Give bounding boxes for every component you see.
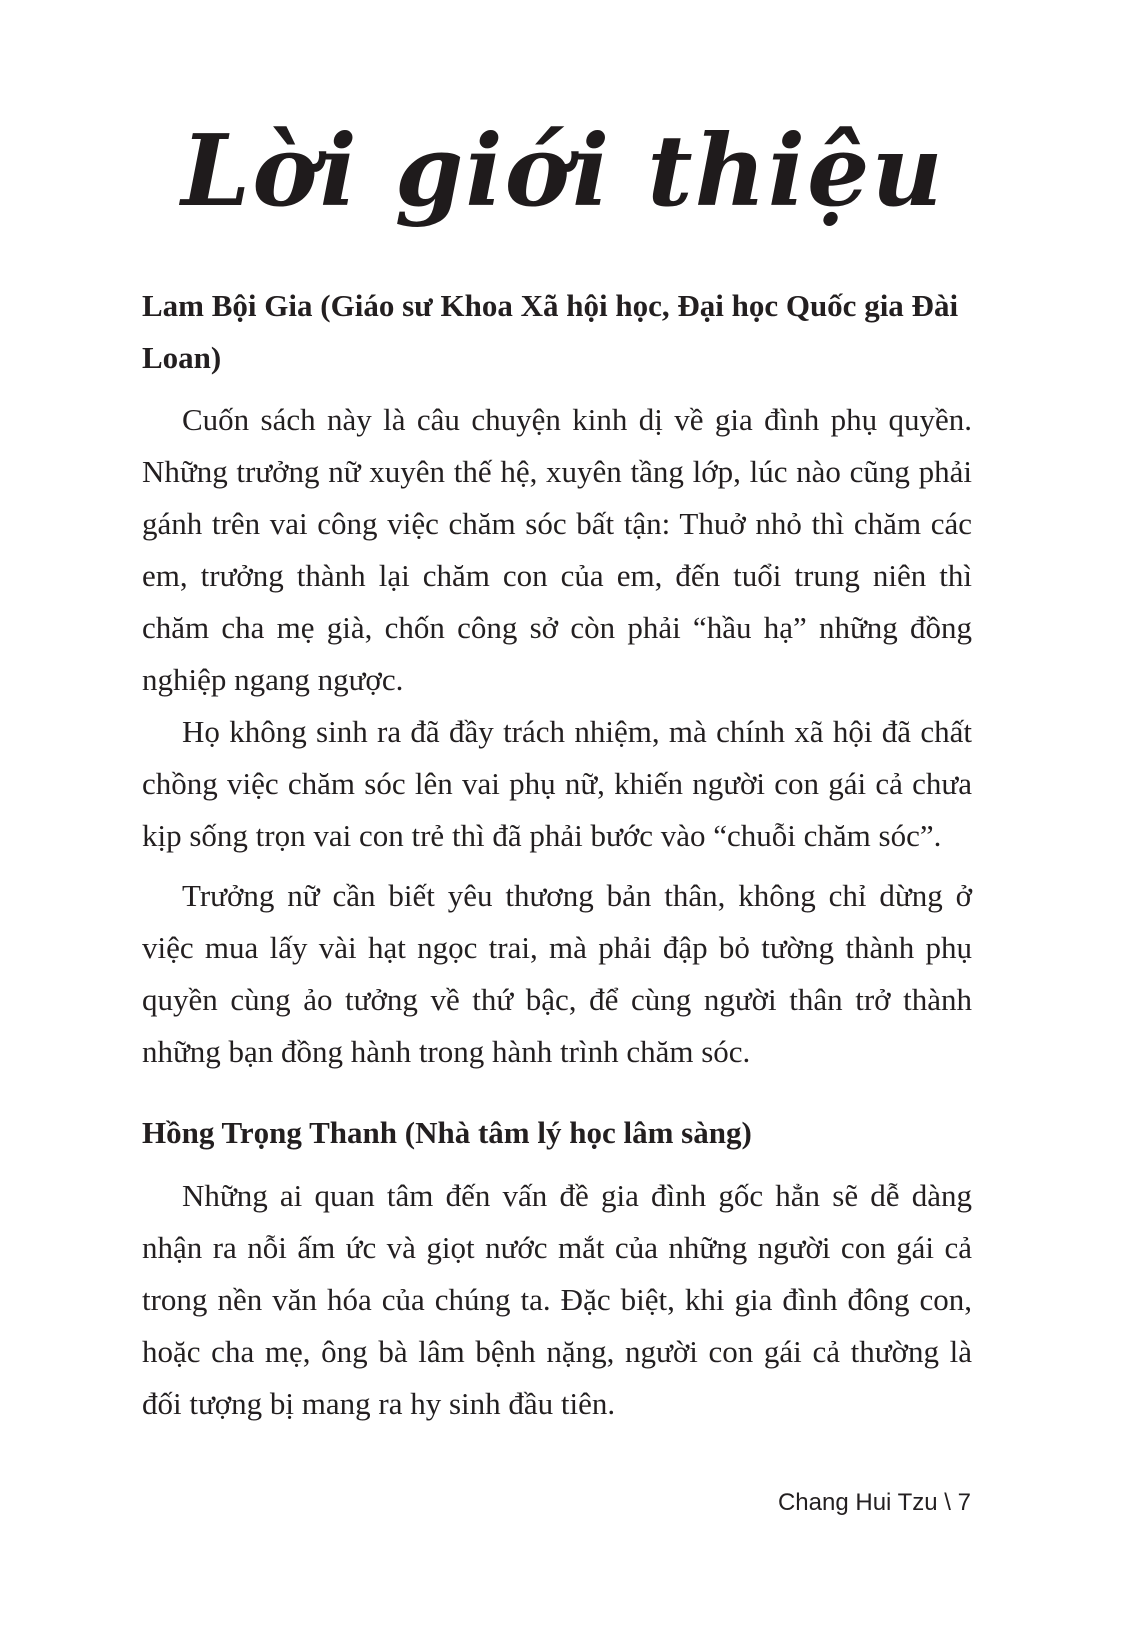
paragraph: Họ không sinh ra đã đầy trách nhiệm, mà chính xã hội đã chất chồng việc chăm sóc lên vai phụ nữ, khiến người con gái cả chưa kịp sống trọn vai con trẻ thì đã phải bước vào “chuỗi chăm sóc”. (142, 714, 972, 853)
paragraph: Những ai quan tâm đến vấn đề gia đình gốc hẳn sẽ dễ dàng nhận ra nỗi ấm ức và giọt nước mắt của những người con gái cả trong nền văn hóa của chúng ta. Đặc biệt, khi gia đình đông con, hoặc cha mẹ, ông bà lâm bệnh nặng, người con gái cả thường là đối tượng bị mang ra hy sinh đầu tiên. (142, 1178, 972, 1421)
section-heading-lam-boi-gia: Lam Bội Gia (Giáo sư Khoa Xã hội học, Đại học Quốc gia Đài Loan) (142, 288, 959, 375)
page-footer (778, 1488, 971, 1518)
footer-author: Chang Hui Tzu (777, 1489, 938, 1516)
section-heading-hong-trong-thanh: Hồng Trọng Thanh (Nhà tâm lý học lâm sàng) (142, 1115, 752, 1150)
footer-page-number: 7 (957, 1489, 971, 1516)
paragraph: Cuốn sách này là câu chuyện kinh dị về gia đình phụ quyền. Những trưởng nữ xuyên thế hệ, xuyên tầng lớp, lúc nào cũng phải gánh trên vai công việc chăm sóc bất tận: Thuở nhỏ thì chăm các em, trưởng thành lại chăm con của em, đến tuổi trung niên thì chăm cha mẹ già, chốn công sở còn phải “hầu hạ” những đồng nghiệp ngang ngược. (142, 402, 972, 697)
paragraph: Trưởng nữ cần biết yêu thương bản thân, không chỉ dừng ở việc mua lấy vài hạt ngọc trai, mà phải đập bỏ tường thành phụ quyền cùng ảo tưởng về thứ bậc, để cùng người thân trở thành những bạn đồng hành trong hành trình chăm sóc. (142, 878, 972, 1069)
footer-separator: \ (944, 1489, 951, 1516)
page-title: Lời giới thiệu (181, 114, 945, 229)
